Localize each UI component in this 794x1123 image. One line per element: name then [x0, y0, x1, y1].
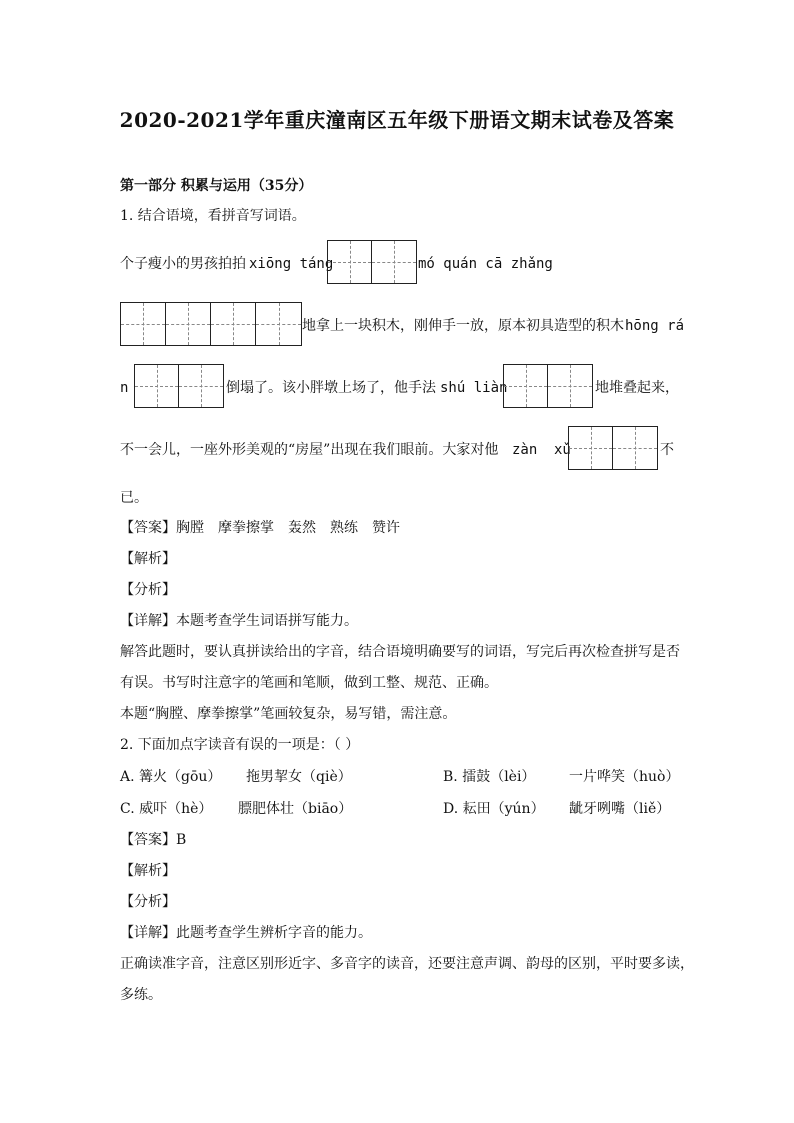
q1-jiexi: 【解析】 [120, 551, 176, 567]
answer-grid-xiongtang[interactable] [327, 240, 417, 284]
q1-pinyin-hongran-b: n [120, 380, 129, 396]
option-b-2: 一片哗笑（huò） [569, 769, 680, 785]
q2-options-row-2 [120, 799, 680, 819]
q1-pinyin-hongran-a: hōng rá [625, 318, 685, 334]
q1-pinyin-xiongtang: xiōng táng [249, 256, 334, 272]
grid-cell[interactable] [135, 365, 179, 407]
page-title: 2020-2021学年重庆潼南区五年级下册语文期末试卷及答案 [119, 108, 675, 132]
q1-pinyin-zan: zàn [512, 442, 538, 458]
option-c-2: 膘肥体壮（biāo） [238, 801, 353, 817]
q2-answer: 【答案】B [120, 832, 187, 848]
option-a-2: 拖男挈女（qiè） [246, 769, 352, 785]
option-d-2: 龇牙咧嘴（liě） [569, 801, 671, 817]
q2-fenxi: 【分析】 [120, 894, 176, 910]
grid-cell[interactable] [504, 365, 548, 407]
grid-cell[interactable] [548, 365, 592, 407]
q1-pinyin-moquancazhang: mó quán cā zhǎng [418, 256, 553, 272]
q1-answer: 【答案】胸膛 摩拳擦掌 轰然 熟练 赞许 [120, 520, 400, 536]
q1-stem: 1. 结合语境，看拼音写词语。 [120, 208, 306, 224]
q1-line4-text: 不一会儿，一座外形美观的“房屋”出现在我们眼前。大家对他 [120, 442, 499, 458]
q2-explanation-p1: 正确读准字音，注意区别形近字、多音字的读音，还要注意声调、韵母的区别，平时要多读， [120, 956, 694, 972]
q2-stem: 2. 下面加点字读音有误的一项是：（ ） [120, 737, 360, 753]
answer-grid-moquancazhang[interactable] [120, 302, 302, 346]
q1-explanation-p2: 有误。书写时注意字的笔画和笔顺，做到工整、规范、正确。 [120, 675, 498, 691]
grid-cell[interactable] [166, 303, 211, 345]
q2-options-row-1 [120, 767, 680, 787]
option-c-1[interactable]: C. 威吓（hè） [120, 801, 213, 817]
q1-line5-text: 已。 [120, 490, 148, 506]
q2-xiangjie: 【详解】此题考查学生辨析字音的能力。 [120, 925, 372, 941]
grid-cell[interactable] [179, 365, 223, 407]
q1-fenxi: 【分析】 [120, 582, 176, 598]
answer-grid-hongran[interactable] [134, 364, 224, 408]
answer-grid-zanxu[interactable] [568, 426, 658, 470]
grid-cell[interactable] [211, 303, 256, 345]
q1-line4-tail: 不 [660, 442, 674, 458]
q2-jiexi: 【解析】 [120, 863, 176, 879]
option-d-1[interactable]: D. 耘田（yún） [443, 801, 545, 817]
q1-line2-text: 地拿上一块积木，刚伸手一放，原本初具造型的积木 [302, 318, 624, 334]
grid-cell[interactable] [121, 303, 166, 345]
grid-cell[interactable] [328, 241, 372, 283]
q1-explanation-p3: 本题“胸膛、摩拳擦掌”笔画较复杂，易写错，需注意。 [120, 706, 457, 722]
q1-line3-text1: 倒塌了。该小胖墩上场了，他手法 [226, 380, 436, 396]
q1-pinyin-xu: xǔ [554, 442, 571, 458]
q1-xiangjie: 【详解】本题考查学生词语拼写能力。 [120, 613, 358, 629]
option-b-1[interactable]: B. 擂鼓（lèi） [443, 769, 536, 785]
option-a-1[interactable]: A. 篝火（gōu） [120, 769, 222, 785]
grid-cell[interactable] [613, 427, 657, 469]
section-heading: 第一部分 积累与运用（35分） [120, 178, 313, 194]
grid-cell[interactable] [256, 303, 301, 345]
q1-pinyin-shulian: shú liàn [440, 380, 508, 396]
grid-cell[interactable] [569, 427, 613, 469]
grid-cell[interactable] [372, 241, 416, 283]
q1-explanation-p1: 解答此题时，要认真拼读给出的字音，结合语境明确要写的词语，写完后再次检查拼写是否 [120, 644, 680, 660]
q2-explanation-p2: 多练。 [120, 987, 162, 1003]
q1-line1-text: 个子瘦小的男孩拍拍 [120, 256, 246, 272]
q1-line3-text2: 地堆叠起来， [595, 380, 679, 396]
answer-grid-shulian[interactable] [503, 364, 593, 408]
